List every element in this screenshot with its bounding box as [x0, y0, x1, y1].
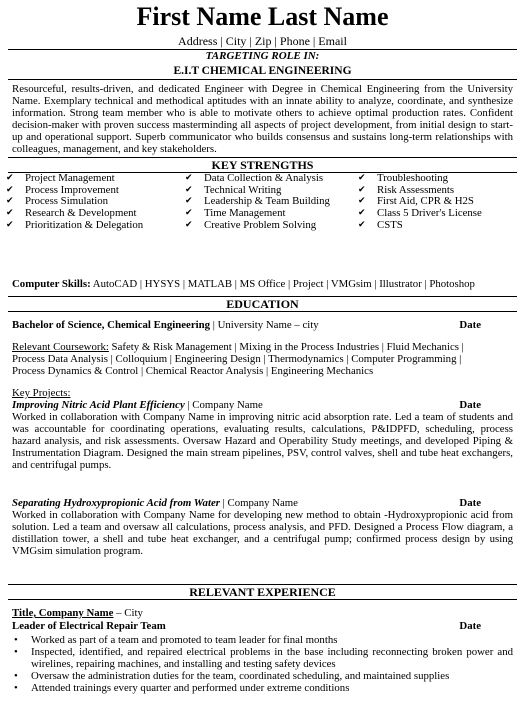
- school: | University Name – city: [210, 319, 319, 331]
- strength-item: ✔ Process Improvement: [6, 183, 119, 196]
- project-company: | Company Name: [184, 399, 263, 411]
- contact-line: Address | City | Zip | Phone | Email: [178, 34, 347, 48]
- strength-item: ✔ Process Simulation: [6, 195, 109, 208]
- project-date: Date: [459, 497, 481, 509]
- strength-item: ✔ Class 5 Driver's License: [358, 207, 482, 220]
- check-icon: ✔: [358, 196, 366, 207]
- section-title-key-strengths: KEY STRENGTHS: [211, 158, 314, 172]
- job-heading: [12, 607, 513, 619]
- check-icon: ✔: [185, 196, 193, 207]
- section-title-education: EDUCATION: [226, 297, 299, 311]
- role-date: Date: [459, 620, 481, 632]
- check-icon: ✔: [6, 196, 14, 207]
- coursework-label: Relevant Coursework:: [12, 341, 109, 353]
- check-icon: ✔: [6, 208, 14, 219]
- project-description: Worked in collaboration with Company Name for developing new method to obtain -Hydroxypropionic acid from solution. Led a team and oversaw all calculations, process analysis, and PFD. Designed a Process Flow diagram, a distillation tower, a shell and tube heat exchanger, and a centrifugal pump; confirmed process design by using VMGsim simulation program.: [12, 509, 513, 557]
- computer-skills: [12, 278, 475, 291]
- project-date: Date: [459, 399, 481, 411]
- project-title: Separating Hydroxypropionic Acid from Water: [12, 497, 220, 509]
- coursework-line: Process Data Analysis | Colloquium | Engineering Design | Thermodynamics | Computer Programming |: [12, 353, 462, 365]
- check-icon: ✔: [185, 208, 193, 219]
- computer-skills-label: Computer Skills:: [12, 278, 91, 290]
- strength-item: ✔ Data Collection & Analysis: [185, 172, 324, 184]
- strength-item: ✔ Technical Writing: [185, 183, 282, 196]
- project-company: | Company Name: [219, 497, 298, 509]
- check-icon: ✔: [358, 219, 366, 230]
- check-icon: ✔: [6, 219, 14, 230]
- section-title-relevant-experience: RELEVANT EXPERIENCE: [189, 585, 336, 599]
- project-title: Improving Nitric Acid Plant Efficiency: [12, 399, 185, 411]
- check-icon: ✔: [185, 184, 193, 195]
- strength-item: ✔ First Aid, CPR & H2S: [358, 195, 474, 208]
- coursework-line: [12, 341, 513, 353]
- strength-item: ✔ Project Management: [6, 172, 115, 184]
- key-projects-label: Key Projects:: [12, 387, 71, 399]
- project-heading: [12, 497, 513, 509]
- key-strengths-list: [6, 173, 521, 232]
- check-icon: ✔: [6, 184, 14, 195]
- targeting-role: E.I.T CHEMICAL ENGINEERING: [173, 65, 352, 77]
- computer-skills-value: AutoCAD | HYSYS | MATLAB | MS Office | Project | VMGsim | Illustrator | Photoshop: [90, 278, 475, 290]
- experience-bullets: [12, 634, 513, 694]
- degree-date: Date: [459, 319, 481, 331]
- experience-bullet: • Oversaw the administration duties for the team, coordinated scheduling, and maintained supplies: [12, 670, 513, 682]
- degree: Bachelor of Science, Chemical Engineering: [12, 319, 211, 331]
- job-city: – City: [113, 607, 143, 619]
- strength-item: ✔ Troubleshooting: [358, 172, 448, 184]
- project-description: Worked in collaboration with Company Name in improving nitric acid absorption rate. Led a team of students and was accountable for coordinating operations, evaluating results, calculations, P&IDPFD, scheduling, process hazard analysis, and risk assessments. Oversaw Hazard and Operability Study meetings, and developed Piping & Instrumentation Diagram. Designed the main stream pipelines, PSV, control valves, shell and tube heat exchangers, and centrifugal pumps.: [12, 411, 513, 471]
- check-icon: ✔: [358, 208, 366, 219]
- strength-item: ✔ Prioritization & Delegation: [6, 218, 144, 231]
- coursework-text: Safety & Risk Management | Mixing in the Process Industries | Fluid Mechanics |: [108, 341, 464, 353]
- candidate-name: First Name Last Name: [136, 2, 389, 31]
- strengths-column-3: [358, 173, 521, 232]
- divider: [8, 311, 517, 312]
- divider: [8, 79, 517, 80]
- job-title-company: Title, Company Name: [12, 607, 114, 619]
- strength-item: ✔ Risk Assessments: [358, 183, 455, 196]
- role-line: [12, 620, 513, 632]
- strengths-column-1: [6, 173, 185, 232]
- experience-bullet: • Inspected, identified, and repaired electrical problems in the base including reconnecting broken power and wirelines, repairing machines, and installing and testing safety devices: [12, 646, 513, 670]
- strengths-column-2: [185, 173, 358, 232]
- check-icon: ✔: [358, 173, 366, 183]
- professional-summary: Resourceful, results-driven, and dedicated Engineer with Degree in Chemical Engineering from the University Name. Exemplary technical and methodical aptitudes with an innate ability to analyze, coordinate, and synthesize information. Strong team member who is able to motivate others to achieve optimal production rates. Confident decision-maker with proven success masterminding all aspects of project development, from initial design to start-up and operational support. Superb communicator who builds consensus and sustains long-term relationships with colleagues, management, and key stakeholders.: [12, 83, 513, 155]
- experience-bullet: • Worked as part of a team and promoted to team leader for final months: [12, 634, 513, 646]
- role-title: Leader of Electrical Repair Team: [12, 620, 166, 632]
- strength-item: ✔ Creative Problem Solving: [185, 218, 317, 231]
- strength-item: ✔ Research & Development: [6, 207, 137, 220]
- check-icon: ✔: [185, 219, 193, 230]
- check-icon: ✔: [185, 173, 193, 183]
- check-icon: ✔: [6, 173, 14, 183]
- strength-item: ✔ Time Management: [185, 207, 286, 220]
- check-icon: ✔: [358, 184, 366, 195]
- project-heading: [12, 399, 513, 411]
- targeting-label: TARGETING ROLE IN:: [205, 50, 320, 62]
- experience-bullet: • Attended trainings every quarter and performed under extreme conditions: [12, 682, 513, 694]
- divider: [8, 599, 517, 600]
- coursework-line: Process Dynamics & Control | Chemical Reactor Analysis | Engineering Mechanics: [12, 365, 374, 377]
- degree-line: [12, 319, 513, 331]
- strength-item: ✔ Leadership & Team Building: [185, 195, 330, 208]
- strength-item: ✔ CSTS: [358, 218, 403, 231]
